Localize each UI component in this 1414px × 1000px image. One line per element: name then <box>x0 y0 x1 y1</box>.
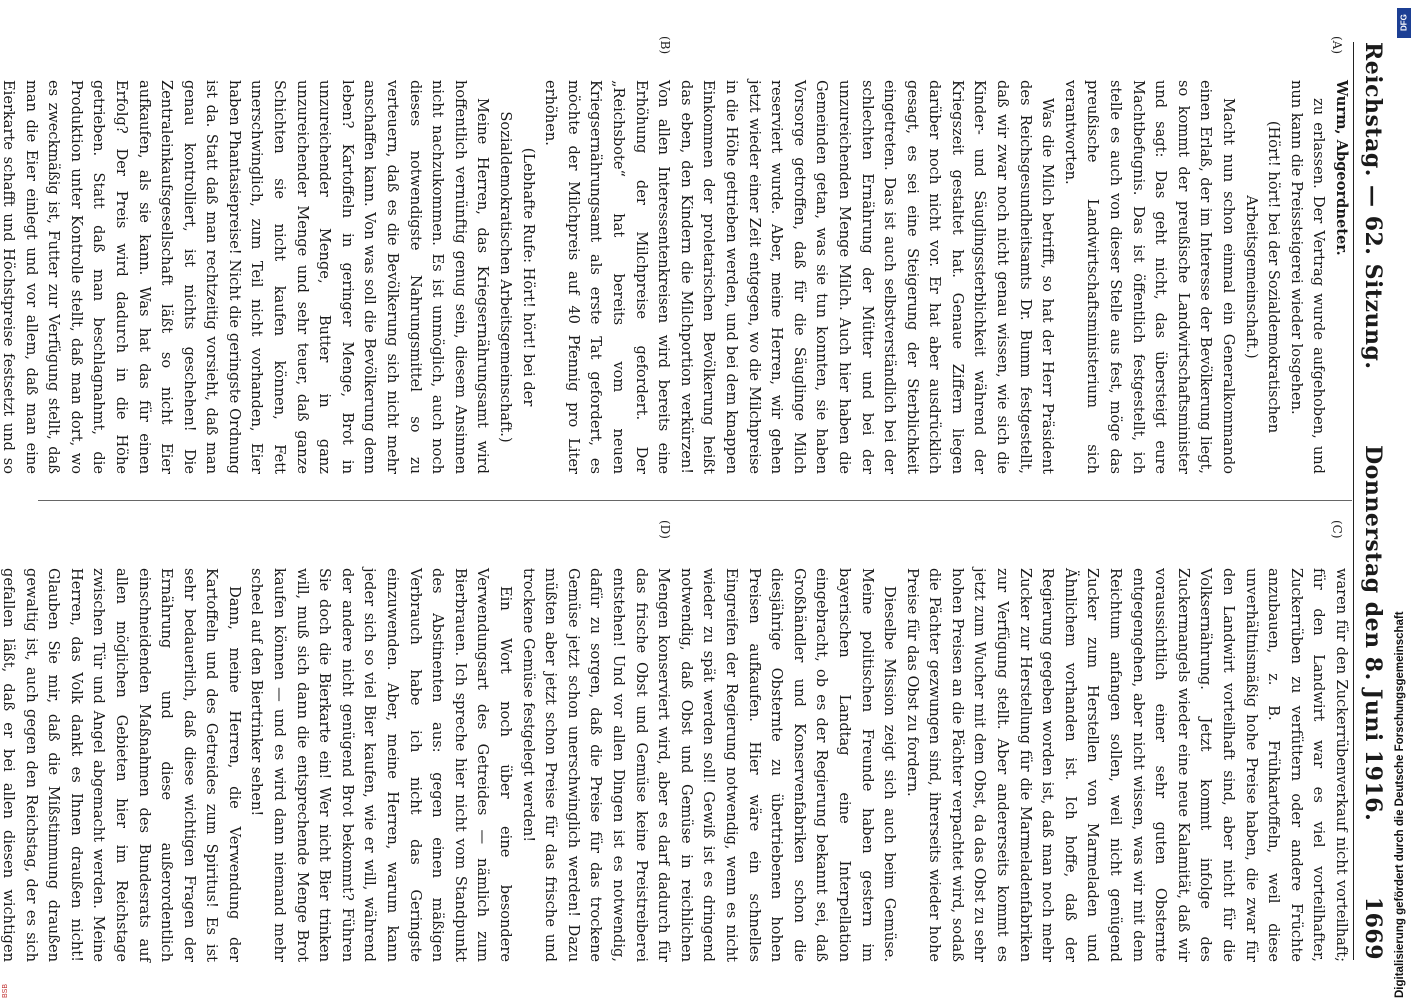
right-column-text <box>0 568 1352 962</box>
left-column-text <box>0 80 1352 474</box>
left-column <box>0 30 1352 486</box>
header-date: Donnerstag den 8. Juni 1916. <box>1360 445 1386 822</box>
header-session: Reichstag. — 62. Sitzung. <box>1360 42 1386 370</box>
paragraph: Dann, meine Herren, die Verwendung der Kartoffeln und des Getreides zum Spiritus! Es ist sehr bedauerlich, daß diese wichtigen Fragen der Ernährung und diese außerordentlich einschneidenden Maßnahmen des Bundesrats auf allen möglichen Gebieten hier im Reichstage zwischen Tür und Angel abgemacht werden. Meine Herren, das Volk dankt es Ihnen draußen nicht! Glauben Sie mir, daß die Mißstimmung draußen gewaltig ist, auch gegen den Reichstag, der es sich gefallen läßt, daß er bei allen diesen wichtigen <box>0 568 243 962</box>
paragraph: Ein Wort noch über eine besondere Verwendungsart des Getreides — nämlich zum Bierbrauen. Ich spreche hier nicht vom Standpunkt des Abstinenten aus: gegen einen mäßigen Verbrauch habe ich nicht das Geringste einzuwenden. Aber, meine Herren, warum kann jeder sich so viel Bier kaufen, wie er will, während der andere nicht genügend Brot bekommt? Führen Sie doch die Bierkarte ein! Wer nicht Bier trinken will, muß sich dann die entsprechende Menge Brot kaufen können — und es wird dann niemand mehr scheel auf den Biertrinker sehen! <box>248 568 515 962</box>
interjection: (Lebhafte Rufe: Hört! hört! bei der Sozialdemokratischen Arbeitsgemeinschaft.) <box>497 111 537 443</box>
text-columns <box>0 30 1352 970</box>
speaker-line: Wurm, Abgeordneter. <box>1333 80 1350 256</box>
scanned-page <box>0 30 1400 970</box>
interjection: (Hört! hört! bei der Sozialdemokratischen Arbeitsgemeinschaft.) <box>1242 120 1283 434</box>
paragraph: waren für den Zuckerrübenverkauf nicht vorteilhaft; für den Landwirt war es viel vorteilhafter, Zuckerrüben zu verfüttern oder andere Früchte anzubauen, z. B. Frühkartoffeln, weil diese unverhältnismäßig hohe Preise haben, die zwar für den Landwirt vorteilhaft sind, aber nicht für die Volksernährung. Jetzt kommt infolge des Zuckermangels wieder eine neue Kalamität, daß wir voraussichtlich einer sehr guten Obsternte entgegengehen, aber nicht wissen, was wir mit dem Reichtum anfangen sollen, weil nicht genügend Zucker zum Herstellen von Marmeladen und Ähnlichem vorhanden ist. Ich hoffe, daß der Regierung gegeben worden ist, daß man noch mehr Zucker zur Herstellung für die Marmeladenfabriken zur Verfügung stellt. Aber andererseits kommt es jetzt zum Wucher mit dem Obst, da das Obst zu sehr hohen Preisen an die Pächter verpachtet wird, sodaß die Pächter gezwungen sind, ihrerseits wieder hohe Preise für das Obst zu fordern. <box>903 568 1350 962</box>
credit-text: Digitalisierung gefördert durch die Deutsche Forschungsgemeinschaft <box>1394 611 1406 998</box>
dfg-logo: DFG <box>1397 8 1411 38</box>
page-number: 1669 <box>1360 896 1386 960</box>
running-head <box>1353 42 1400 960</box>
paragraph: Was die Milch betrifft, so hat der Herr Präsident des Reichsgesundheitsamts Dr. Bumm festgestellt, daß wir zwar noch nicht genau wissen, wie sich die Kinder- und Säuglingssterblichkeit während der Kriegszeit gestaltet hat. Genaue Ziffern liegen darüber noch nicht vor. Er hat aber ausdrücklich gesagt, es sei eine Steigerung der Sterblichkeit eingetreten. Das ist auch selbstverständlich bei der schlechten Ernährung der Mütter und bei der unzureichenden Menge Milch. Auch hier haben die Gemeinden getan, was sie tun konnten, sie haben Vorsorge getroffen, daß für die Säuglinge Milch reserviert wurde. Aber, meine Herren, wir gehen jetzt wieder einer Zeit entgegen, wo die Milchpreise in die Höhe getrieben werden, und bei dem knappen Einkommen der proletarischen Bevölkerung heißt das eben, den Kindern die Milchportion verkürzen! Von allen Interessentenkreisen wird bereits eine Erhöhung der Milchpreise gefordert. Der „Reichsbote“ hat bereits vom neuen Kriegsernährungsamt als erste Tat gefordert, es möchte der Milchpreis auf 40 Pfennig pro Liter erhöhen. <box>542 80 1057 474</box>
margin-mark-c: (C) <box>1330 520 1344 539</box>
margin-mark-a: (A) <box>1330 36 1344 55</box>
right-column <box>0 514 1352 970</box>
paragraph: zu erlassen. Der Vertrag wurde aufgehoben, und nun kann die Preissteigerei wieder losgehen. <box>1287 80 1328 474</box>
paragraph: Macht nun schon einmal ein Generalkommando einen Erlaß, der im Interesse der Bevölkerung liegt, so kommt der preußische Landwirtschaftsminister und sagt: Das geht nicht, das übersteigt eure Machtbefugnis. Das ist öffentlich festgestellt, ich stelle es auch von dieser Stelle aus fest, möge das preußische Landwirtschaftsministerium sich verantworten. <box>1061 80 1238 474</box>
margin-mark-d: (D) <box>658 520 672 539</box>
digitization-credit <box>1394 8 1412 998</box>
paragraph: Meine Herren, das Kriegsernährungsamt wird hoffentlich vernünftig genug sein, diesem Ansinnen nicht nachzukommen. Es ist unmöglich, auch noch dieses notwendigste Nahrungsmittel so zu verteuern, daß es die Bevölkerung sich nicht mehr anschaffen kann. Von was soll die Bevölkerung denn leben? Kartoffeln in geringer Menge, Brot in unzureichender Menge, Butter in ganz unzureichender Menge und sehr teuer, daß ganze Schichten sie nicht kaufen können, Fett unerschwinglich, zum Teil nicht vorhanden, Eier haben Phantasiepreise! Nicht die geringste Ordnung ist da. Statt daß man rechtzeitig vorsieht, daß man genau kontrolliert, ist nichts geschehen! Die Zentraleinkaufsgesellschaft läßt so nicht Eier aufkaufen, als sie kann. Was hat das für einen Erfolg? Der Preis wird dadurch in die Höhe getrieben. Statt daß man beschlagnahmt, die Produktion unter Kontrolle stellt, daß man dort, wo es zweckmäßig ist, Futter zur Verfügung stellt, daß man die Eier einlegt und vor allem, daß man eine Eierkarte schafft und Höchstpreise festsetzt und so <box>0 80 492 474</box>
paragraph: Dieselbe Mission zeigt sich auch beim Gemüse. Meine politischen Freunde haben gestern im bayerischen Landtag eine Interpellation eingebracht, ob es der Regierung bekannt sei, daß Großhändler und Konservenfabriken schon die diesjährige Obsternte zu übertriebenen hohen Preisen aufkaufen. Hier wäre ein schnelles Eingreifen der Regierung notwendig, wenn es nicht wieder zu spät werden soll! Gewiß ist es dringend notwendig, daß Obst und Gemüse in reichlichen Mengen konserviert wird, aber es darf dadurch für das frische Obst und Gemüse keine Preistreiberei entstehen! Und vor allen Dingen ist es notwendig, dafür zu sorgen, daß die Preise für das trockene Gemüse jetzt schon unerschwinglich werden! Dazu müßten aber jetzt schon Preise für das frische und trockene Gemüse festgelegt werden! <box>519 568 899 962</box>
margin-mark-b: (B) <box>658 36 672 55</box>
library-stamp: BSB <box>2 983 9 998</box>
